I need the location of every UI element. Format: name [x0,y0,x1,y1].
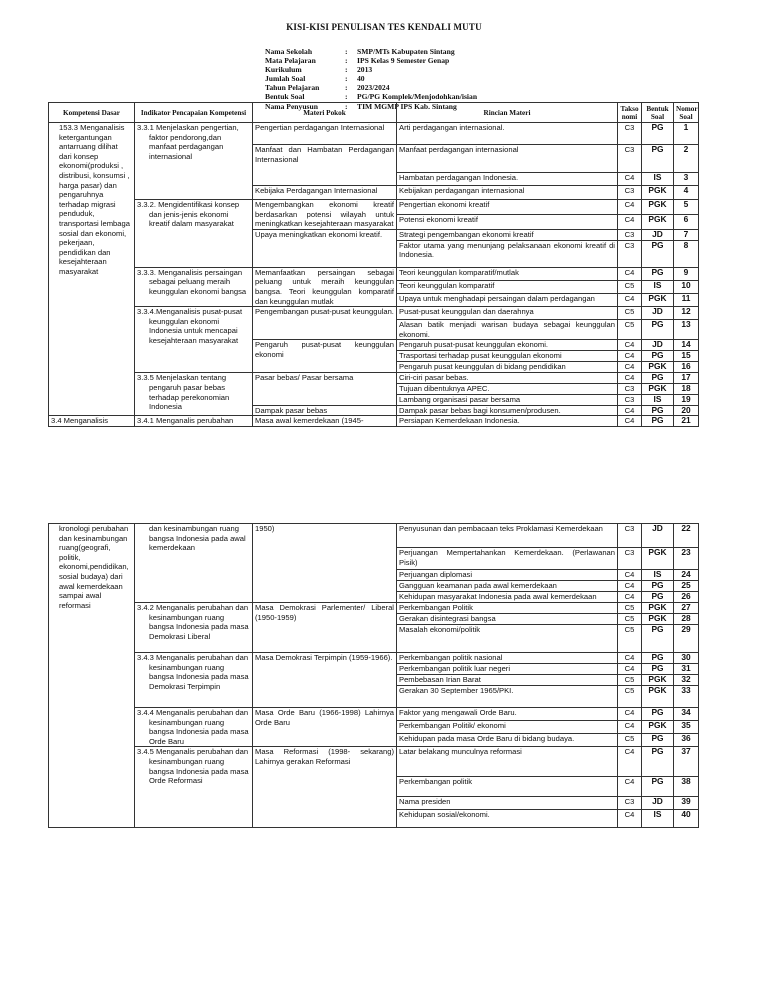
bentuk-soal-cell: PG [642,240,674,267]
indikator-cell: 3.3.5 Menjelaskan tentang pengaruh pasar bebas terhadap perekonomian Indonesia [135,373,253,416]
rincian-materi-cell: Perjuangan Mempertahankan Kemerdekaan. (Perlawanan Pisik) [397,548,618,570]
indikator-cell: 3.4.1 Menganalis perubahan [135,416,253,427]
nomor-soal-cell: 14 [674,340,699,351]
bentuk-soal-cell: IS [642,394,674,405]
nomor-soal-cell: 25 [674,581,699,592]
meta-key: Nama Penyusun [265,101,318,111]
nomor-soal-cell: 4 [674,186,699,200]
meta-row [265,47,477,56]
taksonomi-cell: C4 [618,708,642,721]
nomor-soal-cell: 3 [674,173,699,186]
bentuk-soal-cell: PGK [642,384,674,395]
rincian-materi-cell: Trasportasi terhadap pusat keunggulan ekonomi [397,351,618,362]
taksonomi-cell: C4 [618,664,642,675]
taksonomi-cell: C4 [618,747,642,777]
rincian-materi-cell: Perjuangan diplomasi [397,570,618,581]
taksonomi-cell: C5 [618,734,642,747]
bentuk-soal-cell: PG [642,581,674,592]
taksonomi-cell: C3 [618,186,642,200]
taksonomi-cell: C3 [618,240,642,267]
bentuk-soal-cell: PGK [642,362,674,373]
rincian-materi-cell: Penyusunan dan pembacaan teks Proklamasi Kemerdekaan [397,524,618,548]
taksonomi-cell: C3 [618,384,642,395]
rincian-materi-cell: Perkembangan politik luar negeri [397,664,618,675]
meta-row [265,56,477,65]
taksonomi-cell: C4 [618,294,642,307]
bentuk-soal-cell: PG [642,145,674,173]
rincian-materi-cell: Kehidupan pada masa Orde Baru di bidang budaya. [397,734,618,747]
header-rincian-materi: Rincian Materi [397,103,618,123]
nomor-soal-cell: 21 [674,416,699,427]
bentuk-soal-cell: JD [642,307,674,320]
nomor-soal-cell: 9 [674,267,699,280]
meta-row [265,74,477,83]
bentuk-soal-cell: PG [642,320,674,340]
materi-pokok-cell: Masa Orde Baru (1966-1998) Lahirnya Orde Baru [253,708,397,747]
table-row [49,123,699,145]
bentuk-soal-cell: JD [642,229,674,240]
nomor-soal-cell: 30 [674,653,699,664]
table-row [49,653,699,664]
rincian-materi-cell: Gerakan disintegrasi bangsa [397,614,618,625]
meta-value: 2023/2024 [357,83,390,93]
nomor-soal-cell: 12 [674,307,699,320]
nomor-soal-cell: 2 [674,145,699,173]
taksonomi-cell: C3 [618,123,642,145]
bentuk-soal-cell: IS [642,570,674,581]
bentuk-soal-cell: PGK [642,686,674,708]
bentuk-soal-cell: PGK [642,675,674,686]
meta-key: Jumlah Soal [265,74,306,84]
table-row [49,524,699,548]
rincian-materi-cell: Pusat-pusat keunggulan dan daerahnya [397,307,618,320]
rincian-materi-cell: Kebijakan perdagangan internasional [397,186,618,200]
indikator-cell: 3.3.2. Mengidentifikasi konsep dan jenis-jenis ekonomi kreatif dalam masyarakat [135,200,253,268]
rincian-materi-cell: Strategi pengembangan ekonomi kreatif [397,229,618,240]
bentuk-soal-cell: PGK [642,186,674,200]
indikator-cell: 3.4.3 Menganalis perubahan dan kesinambungan ruang bangsa Indonesia pada masa Demokrasi Terpimpin [135,653,253,708]
nomor-soal-cell: 39 [674,797,699,810]
rincian-materi-cell: Dampak pasar bebas bagi konsumen/produsen. [397,405,618,416]
bentuk-soal-cell: PGK [642,200,674,215]
taksonomi-cell: C5 [618,625,642,653]
bentuk-soal-cell: PGK [642,721,674,734]
taksonomi-cell: C5 [618,603,642,614]
header-nomor-soal: Nomor Soal [674,103,699,123]
rincian-materi-cell: Nama presiden [397,797,618,810]
rincian-materi-cell: Pengaruh pusat keunggulan di bidang pendidikan [397,362,618,373]
taksonomi-cell: C4 [618,373,642,384]
rincian-materi-cell: Latar belakang munculnya reformasi [397,747,618,777]
bentuk-soal-cell: PG [642,405,674,416]
nomor-soal-cell: 19 [674,394,699,405]
meta-key: Bentuk Soal [265,92,305,102]
nomor-soal-cell: 28 [674,614,699,625]
bentuk-soal-cell: PG [642,777,674,797]
meta-key: Mata Pelajaran [265,56,316,66]
meta-value: 40 [357,74,365,84]
taksonomi-cell: C3 [618,394,642,405]
nomor-soal-cell: 17 [674,373,699,384]
meta-colon: : [345,56,348,66]
kisi-table-part1 [48,102,699,427]
kompetensi-dasar-cell: 153.3 Menganalisis ketergantungan antarruang dilihat dari konsep ekonomi(produksi , distribusi, konsumsi , harga pasar) dan pengaruhnya terhadap migrasi penduduk, transportasi lembaga sosial dan ekonomi, pekerjaan, pendidikan dan kesejahteraan masyarakat [49,123,135,416]
table-row [49,747,699,777]
table-row [49,267,699,280]
bentuk-soal-cell: PG [642,664,674,675]
rincian-materi-cell: Alasan batik menjadi warisan budaya sebagai keunggulan ekonomi. [397,320,618,340]
kisi-table-part2 [48,523,699,828]
header-kompetensi-dasar: Kompetensi Dasar [49,103,135,123]
bentuk-soal-cell: JD [642,524,674,548]
meta-row [265,65,477,74]
rincian-materi-cell: Arti perdagangan internasional. [397,123,618,145]
rincian-materi-cell: Perkembangan Politik/ ekonomi [397,721,618,734]
rincian-materi-cell: Persiapan Kemerdekaan Indonesia. [397,416,618,427]
rincian-materi-cell: Hambatan perdagangan Indonesia. [397,173,618,186]
meta-row [265,92,477,101]
materi-pokok-cell: Pengertian perdagangan Internasional [253,123,397,145]
nomor-soal-cell: 35 [674,721,699,734]
rincian-materi-cell: Teori keunggulan komparatif [397,280,618,293]
materi-pokok-cell: Pengembangan pusat-pusat keunggulan. [253,307,397,340]
doc-title: KISI-KISI PENULISAN TES KENDALI MUTU [286,22,482,32]
nomor-soal-cell: 33 [674,686,699,708]
bentuk-soal-cell: JD [642,797,674,810]
rincian-materi-cell: Potensi ekonomi kreatif [397,214,618,229]
bentuk-soal-cell: PG [642,653,674,664]
bentuk-soal-cell: PG [642,747,674,777]
nomor-soal-cell: 15 [674,351,699,362]
taksonomi-cell: C3 [618,797,642,810]
materi-pokok-cell: Kebijaka Perdagangan Internasional [253,186,397,200]
rincian-materi-cell: Pembebasan Irian Barat [397,675,618,686]
materi-pokok-cell: Masa Demokrasi Parlementer/ Liberal (1950-1959) [253,603,397,653]
indikator-cell: 3.4.5 Menganalis perubahan dan kesinambungan ruang bangsa Indonesia pada masa Orde Reformasi [135,747,253,828]
materi-pokok-cell: Masa Reformasi (1998- sekarang) Lahirnya gerakan Reformasi [253,747,397,828]
meta-colon: : [345,101,348,111]
rincian-materi-cell: Pengaruh pusat-pusat keunggulan ekonomi. [397,340,618,351]
nomor-soal-cell: 16 [674,362,699,373]
taksonomi-cell: C4 [618,340,642,351]
rincian-materi-cell: Faktor yang mengawali Orde Baru. [397,708,618,721]
rincian-materi-cell: Perkembangan politik [397,777,618,797]
bentuk-soal-cell: PG [642,708,674,721]
rincian-materi-cell: Tujuan dibentuknya APEC. [397,384,618,395]
meta-colon: : [345,83,348,93]
indikator-cell: 3.4.2 Menganalis perubahan dan kesinambungan ruang bangsa Indonesia pada masa Demokrasi Liberal [135,603,253,653]
bentuk-soal-cell: PG [642,123,674,145]
meta-value: SMP/MTs Kabupaten Sintang [357,47,455,56]
materi-pokok-cell: Mengembangkan ekonomi kreatif berdasarkan potensi wilayah untuk meningkatkan kesejahteraan masyarakat [253,200,397,230]
rincian-materi-cell: Teori keunggulan komparatif/mutlak [397,267,618,280]
taksonomi-cell: C4 [618,570,642,581]
nomor-soal-cell: 27 [674,603,699,614]
bentuk-soal-cell: JD [642,340,674,351]
header-bentuk-soal: Bentuk Soal [642,103,674,123]
meta-value: PG/PG Komplek/Menjodohkan/isian [357,92,478,102]
rincian-materi-cell: Lambang organisasi pasar bersama [397,394,618,405]
rincian-materi-cell: Upaya untuk menghadapi persaingan dalam perdagangan [397,294,618,307]
rincian-materi-cell: Kehidupan sosial/ekonomi. [397,810,618,828]
taksonomi-cell: C4 [618,405,642,416]
bentuk-soal-cell: IS [642,810,674,828]
taksonomi-cell: C5 [618,307,642,320]
nomor-soal-cell: 22 [674,524,699,548]
bentuk-soal-cell: PG [642,734,674,747]
table-row [49,416,699,427]
bentuk-soal-cell: PGK [642,614,674,625]
bentuk-soal-cell: PG [642,625,674,653]
nomor-soal-cell: 37 [674,747,699,777]
bentuk-soal-cell: PG [642,592,674,603]
nomor-soal-cell: 18 [674,384,699,395]
taksonomi-cell: C3 [618,548,642,570]
meta-colon: : [345,65,348,75]
indikator-cell: 3.4.4 Menganalis perubahan dan kesinambungan ruang bangsa Indonesia pada masa Orde Baru [135,708,253,747]
meta-colon: : [345,74,348,84]
taksonomi-cell: C3 [618,145,642,173]
nomor-soal-cell: 7 [674,229,699,240]
nomor-soal-cell: 1 [674,123,699,145]
nomor-soal-cell: 8 [674,240,699,267]
taksonomi-cell: C4 [618,214,642,229]
meta-key: Kurikulum [265,65,302,75]
taksonomi-cell: C4 [618,581,642,592]
bentuk-soal-cell: PGK [642,603,674,614]
indikator-cell: 3.3.1 Menjelaskan pengertian, faktor pendorong,dan manfaat perdagangan internasional [135,123,253,200]
meta-value: 2013 [357,65,373,75]
nomor-soal-cell: 5 [674,200,699,215]
materi-pokok-cell: Pasar bebas/ Pasar bersama [253,373,397,405]
rincian-materi-cell: Faktor utama yang menunjang pelaksanaan ekonomi kreatif di Indonesia. [397,240,618,267]
table-row [49,200,699,215]
rincian-materi-cell: Perkembangan Politik [397,603,618,614]
bentuk-soal-cell: PGK [642,294,674,307]
taksonomi-cell: C5 [618,614,642,625]
header-indikator: Indikator Pencapaian Kompetensi [135,103,253,123]
nomor-soal-cell: 34 [674,708,699,721]
bentuk-soal-cell: PG [642,267,674,280]
taksonomi-cell: C4 [618,200,642,215]
meta-key: Nama Sekolah [265,47,313,56]
nomor-soal-cell: 20 [674,405,699,416]
rincian-materi-cell: Manfaat perdagangan internasional [397,145,618,173]
taksonomi-cell: C5 [618,675,642,686]
taksonomi-cell: C5 [618,280,642,293]
rincian-materi-cell: Ciri-ciri pasar bebas. [397,373,618,384]
taksonomi-cell: C4 [618,267,642,280]
taksonomi-cell: C5 [618,686,642,708]
rincian-materi-cell: Gangguan keamanan pada awal kemerdekaan [397,581,618,592]
materi-pokok-cell: Manfaat dan Hambatan Perdagangan Internasional [253,145,397,186]
nomor-soal-cell: 10 [674,280,699,293]
taksonomi-cell: C4 [618,592,642,603]
materi-pokok-cell: Memanfaatkan persaingan sebagai peluang untuk meraih keunggulan bangsa. Teori keunggulan komparatif dan keunggulan mutlak [253,267,397,306]
materi-pokok-cell: 1950) [253,524,397,603]
nomor-soal-cell: 38 [674,777,699,797]
meta-key: Tahun Pelajaran [265,83,320,93]
materi-pokok-cell: Pengaruh pusat-pusat keunggulan ekonomi [253,340,397,373]
bentuk-soal-cell: PGK [642,548,674,570]
rincian-materi-cell: Perkembangan politik nasional [397,653,618,664]
indikator-cell: dan kesinambungan ruang bangsa Indonesia pada awal kemerdekaan [135,524,253,603]
meta-colon: : [345,47,348,56]
table-row [49,373,699,384]
nomor-soal-cell: 36 [674,734,699,747]
rincian-materi-cell: Pengertian ekonomi kreatif [397,200,618,215]
taksonomi-cell: C4 [618,351,642,362]
nomor-soal-cell: 26 [674,592,699,603]
kompetensi-dasar-cell: kronologi perubahan dan kesinambungan ruang(geografi, politik, ekonomi,pendidikan, sosial budaya) dari awal kemerdekaan sampai awal reformasi [49,524,135,828]
materi-pokok-cell: Masa Demokrasi Terpimpin (1959-1966). [253,653,397,708]
taksonomi-cell: C4 [618,653,642,664]
taksonomi-cell: C4 [618,416,642,427]
bentuk-soal-cell: IS [642,280,674,293]
taksonomi-cell: C4 [618,721,642,734]
materi-pokok-cell: Upaya meningkatkan ekonomi kreatif. [253,229,397,267]
nomor-soal-cell: 32 [674,675,699,686]
meta-colon: : [345,92,348,102]
taksonomi-cell: C4 [618,810,642,828]
nomor-soal-cell: 31 [674,664,699,675]
taksonomi-cell: C4 [618,777,642,797]
meta-value: TIM MGMP IPS Kab. Sintang [357,101,457,111]
materi-pokok-cell: Dampak pasar bebas [253,405,397,416]
indikator-cell: 3.3.3. Menganalisis persaingan sebagai peluang meraih keunggulan ekonomi bangsa [135,267,253,306]
kompetensi-dasar-cell: 3.4 Menganalisis [49,416,135,427]
indikator-cell: 3.3.4.Menganalisis pusat-pusat keunggulan ekonomi Indonesia untuk mencapai kesejahteraan masyarakat [135,307,253,373]
header-taksonomi: Takso nomi [618,103,642,123]
bentuk-soal-cell: PG [642,416,674,427]
table-row [49,708,699,721]
rincian-materi-cell: Kehidupan masyarakat Indonesia pada awal kemerdekaan [397,592,618,603]
bentuk-soal-cell: PG [642,351,674,362]
taksonomi-cell: C3 [618,229,642,240]
materi-pokok-cell: Masa awal kemerdekaan (1945- [253,416,397,427]
taksonomi-cell: C3 [618,524,642,548]
rincian-materi-cell: Gerakan 30 September 1965/PKI. [397,686,618,708]
bentuk-soal-cell: PGK [642,214,674,229]
taksonomi-cell: C5 [618,320,642,340]
header-materi-pokok: Materi Pokok [253,103,397,123]
table-row [49,307,699,320]
nomor-soal-cell: 29 [674,625,699,653]
nomor-soal-cell: 23 [674,548,699,570]
table-row [49,603,699,614]
nomor-soal-cell: 11 [674,294,699,307]
meta-row [265,83,477,92]
taksonomi-cell: C4 [618,362,642,373]
meta-value: IPS Kelas 9 Semester Genap [357,56,450,66]
nomor-soal-cell: 6 [674,214,699,229]
nomor-soal-cell: 13 [674,320,699,340]
nomor-soal-cell: 24 [674,570,699,581]
bentuk-soal-cell: PG [642,373,674,384]
taksonomi-cell: C4 [618,173,642,186]
rincian-materi-cell: Masalah ekonomi/politik [397,625,618,653]
bentuk-soal-cell: IS [642,173,674,186]
nomor-soal-cell: 40 [674,810,699,828]
